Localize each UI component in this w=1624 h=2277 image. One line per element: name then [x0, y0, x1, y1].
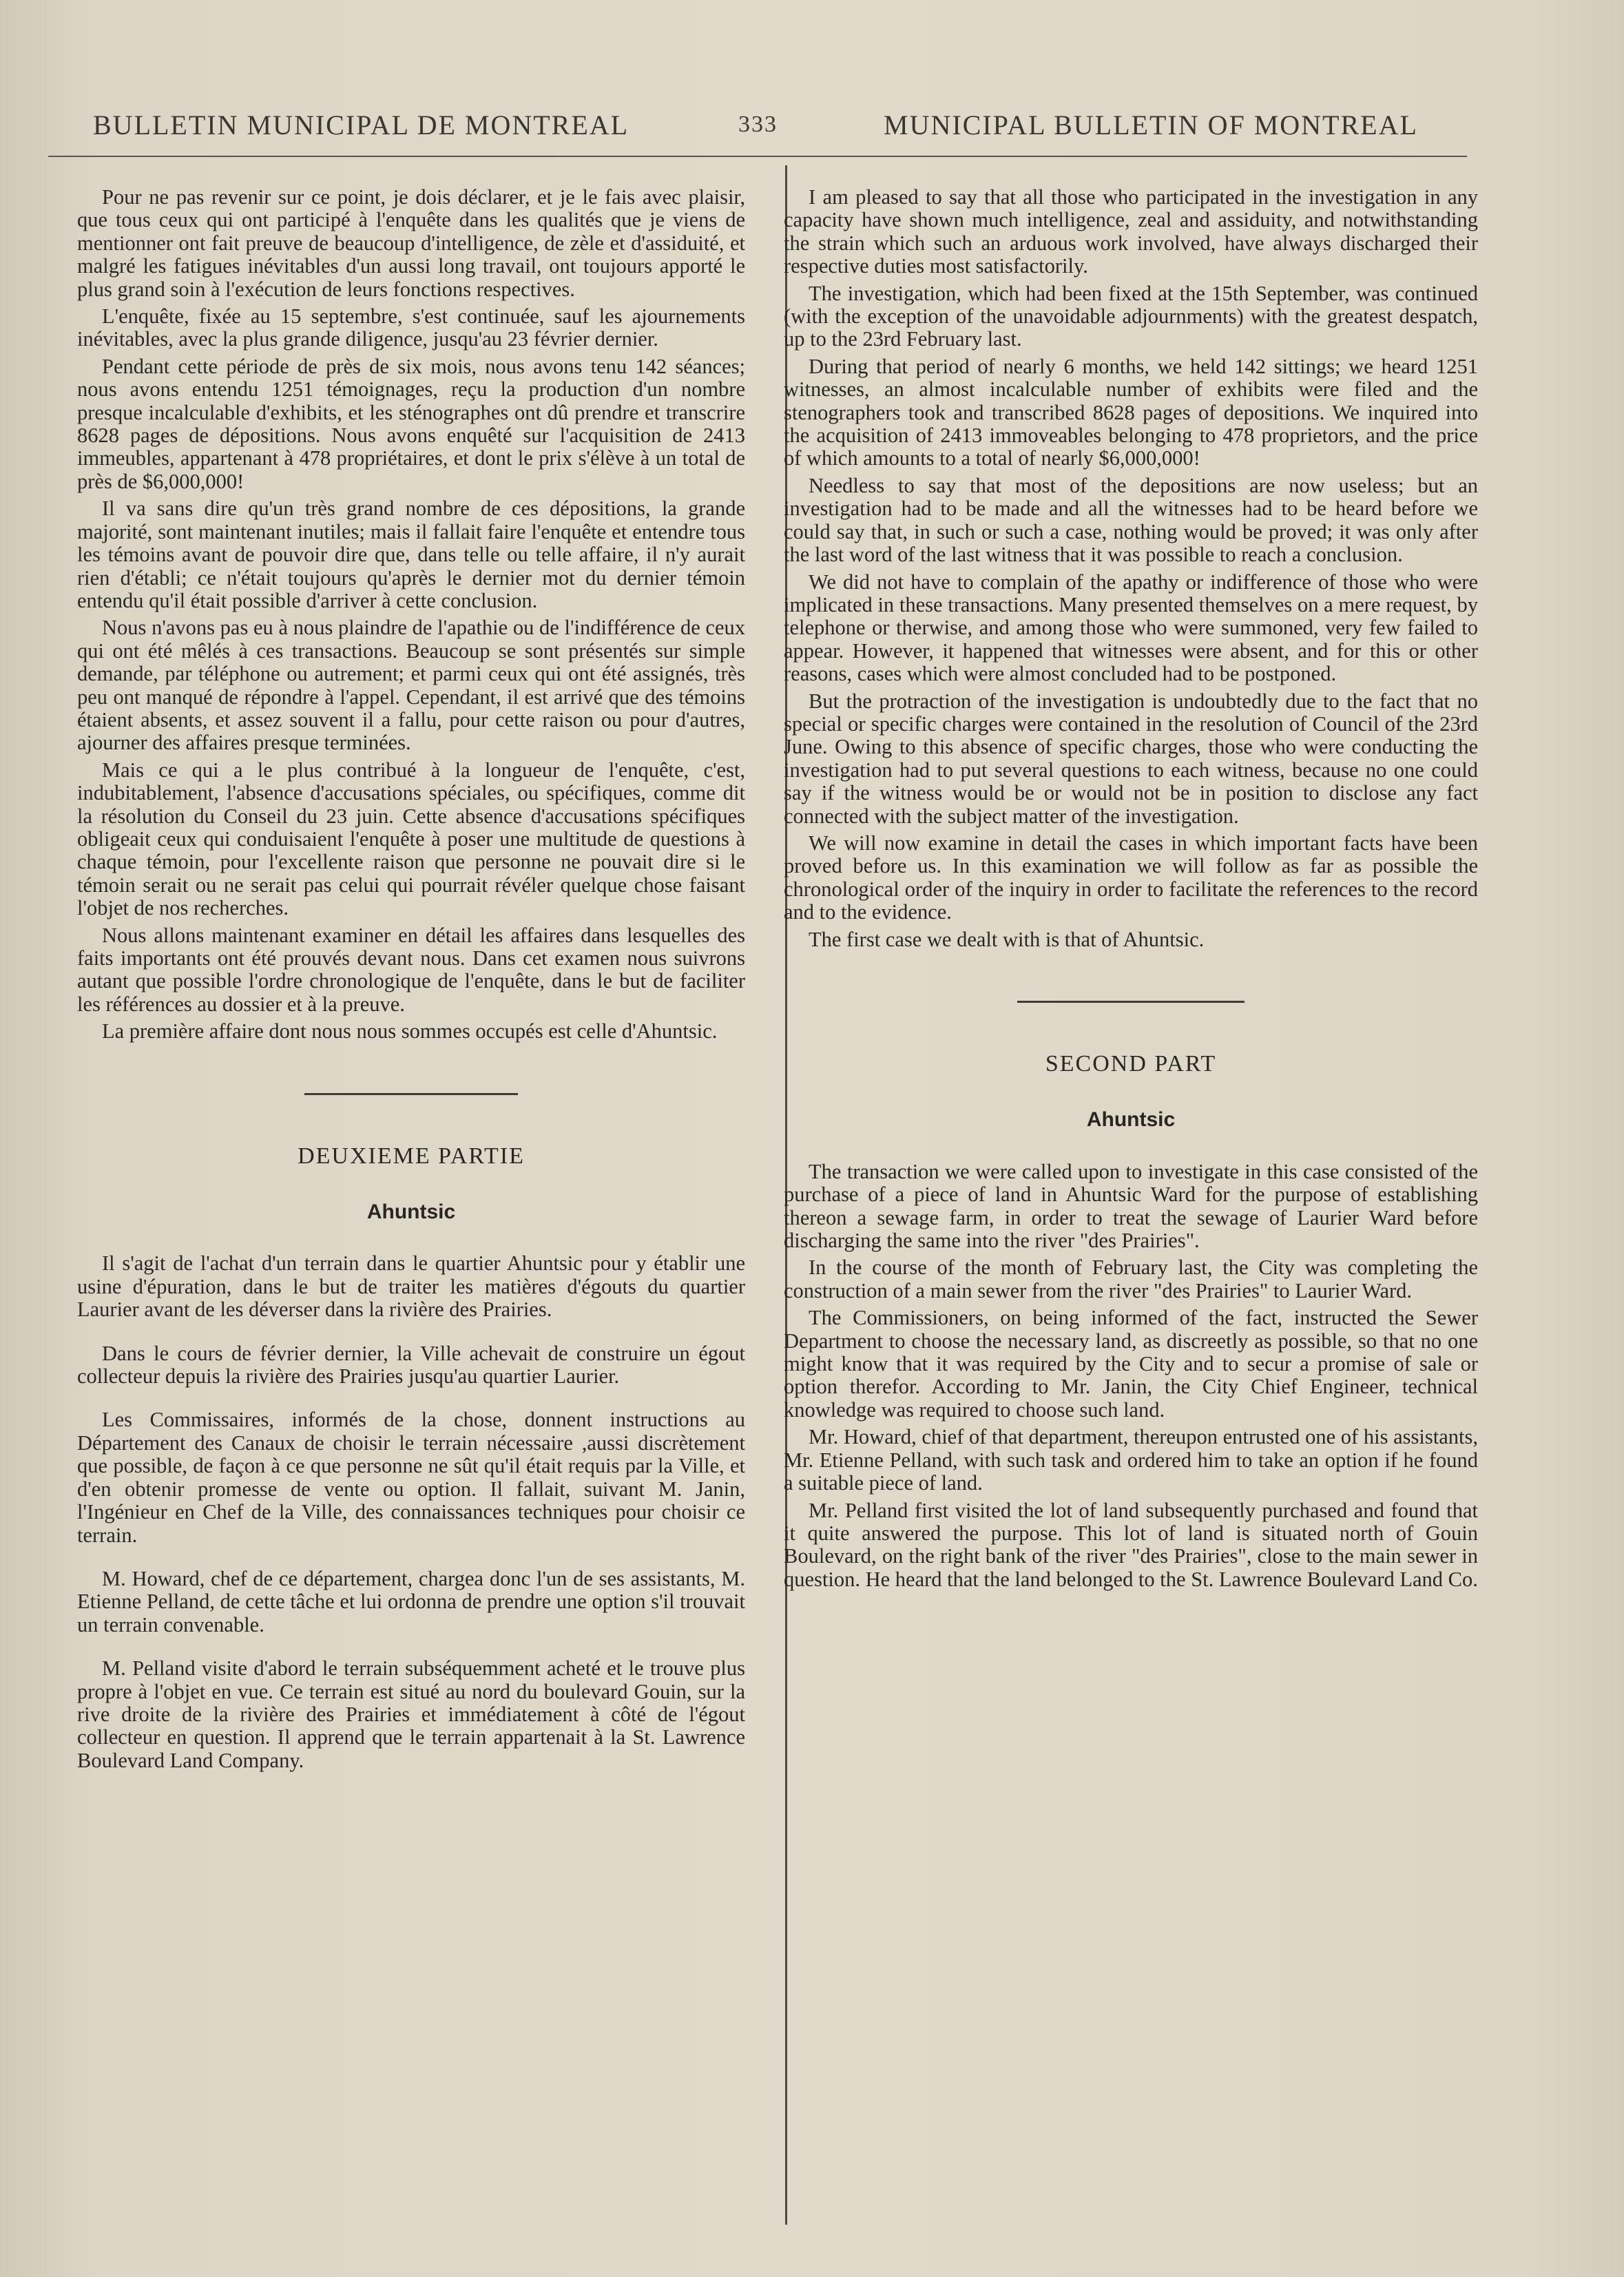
- en-paragraph: The transaction we were called upon to investigate in this case consisted of the purchase of a piece of land in Ahuntsic Ward for the purpose of establishing thereon a sewage farm, in order to treat the sewage of Laurier Ward before discharging the same into the river "des Prairies".: [784, 1159, 1478, 1253]
- fr-paragraph: Mais ce qui a le plus contribué à la longueur de l'enquête, c'est, indubitablement, l'absence d'accusations spéciales, ou spécifiques, comme dit la résolution du Conseil du 23 juin. Cette absence d'accusations spécifiques obligeait ceux qui conduisaient l'enquête à poser une multitude de questions à chaque témoin, pour l'excellente raison que personne ne pouvait dire si le témoin serait ou ne serait pas celui qui pourrait révéler quelque chose faisant l'objet de nos recherches.: [77, 758, 745, 920]
- fr-paragraph: Pendant cette période de près de six mois, nous avons tenu 142 séances; nous avons entendu 1251 témoignages, reçu la production d'un nombre presque incalculable d'exhibits, et les sténographes ont dû prendre et transcrire 8628 pages de dépositions. Nous avons enquêté sur l'acquisition de 2413 immeubles, appartenant à 478 propriétaires, et dont le prix s'élève à un total de près de $6,000,000!: [77, 354, 745, 493]
- fr-paragraph: Il va sans dire qu'un très grand nombre de ces dépositions, la grande majorité, sont maintenant inutiles; mais il fallait faire l'enquête et entendre tous les témoins avant de pouvoir dire que, dans telle ou telle affaire, il n'y aurait rien d'établi; ce n'était toujours qu'après le dernier mot du dernier témoin entendu qu'il était possible d'arriver à cette conclusion.: [77, 497, 745, 612]
- fr-part-title: DEUXIEME PARTIE: [298, 1143, 525, 1169]
- en-paragraph: We did not have to complain of the apathy or indifference of those who were implicated in these transactions. Many presented themselves on a mere request, by telephone or therwise, and among those who were summoned, very few failed to appear. However, it happened that witnesses were absent, and for this or other reasons, cases which were almost concluded had to be postponed.: [784, 570, 1478, 686]
- en-paragraph: During that period of nearly 6 months, we held 142 sittings; we heard 1251 witnesses, an almost incalculable number of exhibits were filed and the stenographers took and transcribed 8628 pages of depositions. We inquired into the acquisition of 2413 immoveables belonging to 478 proprietors, and the price of which amounts to a total of nearly $6,000,000!: [784, 354, 1478, 470]
- header-rule: [48, 156, 1467, 157]
- fr-paragraph: Les Commissaires, informés de la chose, donnent instructions au Département des Canaux de choisir le terrain nécessaire ,aussi discrètement que possible, de façon à ce que personne ne sût qu'il était requis par la Ville, et d'en obtenir promesse de vente ou option. Il fallait, suivant M. Janin, l'Ingénieur en Chef de la Ville, des connaissances techniques pour choisir ce terrain.: [77, 1408, 745, 1547]
- fr-paragraph: M. Pelland visite d'abord le terrain subséquemment acheté et le trouve plus propre à l'objet en vue. Ce terrain est situé au nord du boulevard Gouin, sur la rive droite de la rivière des Prairies et immédiatement à côté de l'égout collecteur en question. Il apprend que le terrain appartenait à la St. Lawrence Boulevard Land Company.: [77, 1656, 745, 1772]
- en-paragraph: The investigation, which had been fixed at the 15th September, was continued (with the exception of the unavoidable adjournments) with the greatest despatch, up to the 23rd February last.: [784, 281, 1478, 351]
- en-paragraph: Needless to say that most of the depositions are now useless; but an investigation had to be made and all the witnesses had to be heard before we could say that, in such or such a case, nothing would be proved; it was only after the last word of the last witness that it was possible to reach a conclusion.: [784, 473, 1478, 567]
- en-paragraph: Mr. Pelland first visited the lot of land subsequently purchased and found that it quite answered the purpose. This lot of land is situated north of Gouin Boulevard, on the right bank of the river "des Prairies", close to the main sewer in question. He heard that the land belonged to the St. Lawrence Boulevard Land Co.: [784, 1498, 1478, 1591]
- fr-paragraph: Pour ne pas revenir sur ce point, je dois déclarer, et je le fais avec plaisir, que tous ceux qui ont participé à l'enquête dans les qualités que je viens de mentionner ont fait preuve de beaucoup d'intelligence, de zèle et d'assiduité, et malgré les fatigues inévitables d'un aussi long travail, ont toujours apporté le plus grand soin à l'exécution de leurs fonctions respectives.: [77, 185, 745, 301]
- fr-paragraph: M. Howard, chef de ce département, chargea donc l'un de ses assistants, M. Etienne Pelland, de cette tâche et lui ordonna de prendre une option s'il trouvait un terrain convenable.: [77, 1566, 745, 1636]
- header-french-title: BULLETIN MUNICIPAL DE MONTREAL: [93, 110, 629, 141]
- en-paragraph: But the protraction of the investigation is undoubtedly due to the fact that no special or specific charges were contained in the resolution of Council of the 23rd June. Owing to this absence of specific charges, those who were conducting the investigation had to put several questions to each witness, because no one could say if the witness would be or would not be in position to disclose any fact connected with the subject matter of the investigation.: [784, 689, 1478, 828]
- french-column: [77, 186, 745, 1776]
- en-section-title: Ahuntsic: [1086, 1108, 1176, 1132]
- fr-paragraph: Nous allons maintenant examiner en détail les affaires dans lesquelles des faits importants ont été prouvés devant nous. Dans cet examen nous suivrons autant que possible l'ordre chronologique de l'enquête, dans le but de faciliter les références au dossier et à la preuve.: [77, 923, 745, 1016]
- header-english-title: MUNICIPAL BULLETIN OF MONTREAL: [884, 110, 1418, 141]
- en-paragraph: We will now examine in detail the cases in which important facts have been proved before us. In this examination we will follow as far as possible the chronological order of the inquiry in order to facilitate the references to the record and to the evidence.: [784, 831, 1478, 924]
- page-number: 333: [738, 112, 778, 137]
- fr-paragraph: Nous n'avons pas eu à nous plaindre de l'apathie ou de l'indifférence de ceux qui ont été mêlés à ces transactions. Beaucoup se sont présentés sur simple demande, par téléphone ou autrement; et parmi ceux qui ont été assignés, très peu ont manqué de répondre à l'appel. Cependant, il est arrivé que des témoins étaient absents, et assez souvent il a fallu, pour cette raison ou pour d'autres, ajourner des affaires presque terminées.: [77, 616, 745, 755]
- fr-paragraph: La première affaire dont nous nous sommes occupés est celle d'Ahuntsic.: [102, 1019, 718, 1043]
- fr-paragraph: Il s'agit de l'achat d'un terrain dans le quartier Ahuntsic pour y établir une usine d'épuration, dans le but de traiter les matières d'égouts du quartier Laurier avant de les déverser dans la rivière des Prairies.: [77, 1251, 745, 1322]
- fr-section-title: Ahuntsic: [366, 1200, 456, 1224]
- en-paragraph: The first case we dealt with is that of Ahuntsic.: [809, 927, 1205, 951]
- en-part-title: SECOND PART: [1045, 1051, 1217, 1077]
- en-paragraph: The Commissioners, on being informed of the fact, instructed the Sewer Department to choose the necessary land, as discreetly as possible, so that no one might know that it was required by the City and to secur a promise of sale or option therefor. According to Mr. Janin, the City Chief Engineer, technical knowledge was required to choose such land.: [784, 1306, 1478, 1422]
- en-paragraph: Mr. Howard, chief of that department, thereupon entrusted one of his assistants, Mr. Etienne Pelland, with such task and ordered him to take an option if he found a suitable piece of land.: [784, 1425, 1478, 1495]
- fr-paragraph: Dans le cours de février dernier, la Ville achevait de construire un égout collecteur depuis la rivière des Prairies jusqu'au quartier Laurier.: [77, 1341, 745, 1389]
- en-paragraph: I am pleased to say that all those who participated in the investigation in any capacity have shown much intelligence, zeal and assiduity, and notwithstanding the strain which such an arduous work involved, have always discharged their respective duties most satisfactorily.: [784, 185, 1478, 278]
- fr-paragraph: L'enquête, fixée au 15 septembre, s'est continuée, sauf les ajournements inévitables, avec la plus grande diligence, jusqu'au 23 février dernier.: [77, 304, 745, 351]
- en-paragraph: In the course of the month of February last, the City was completing the construction of a main sewer from the river "des Prairies" to Laurier Ward.: [784, 1256, 1478, 1302]
- english-column: [784, 186, 1478, 1595]
